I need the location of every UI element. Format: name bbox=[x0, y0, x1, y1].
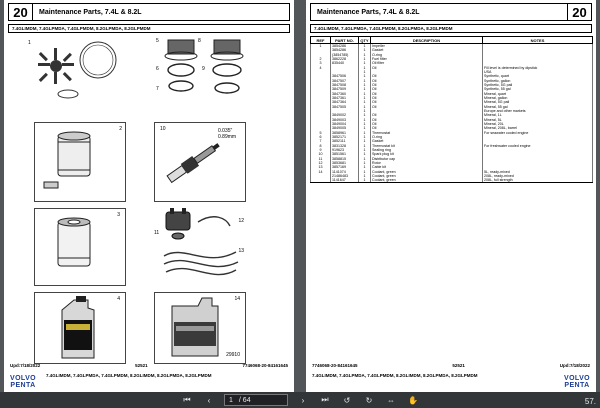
section-number: 20 bbox=[9, 4, 33, 20]
callout-12: 12 bbox=[238, 218, 244, 224]
cell-description: Thermostat kit bbox=[371, 144, 483, 148]
page-footer bbox=[10, 363, 288, 389]
page-footer bbox=[312, 363, 590, 389]
cell-part-no: 1141647 bbox=[331, 178, 359, 183]
cell-description: Gasket bbox=[371, 139, 483, 143]
cell-qty: 1 bbox=[359, 165, 371, 169]
cell-qty: 1 bbox=[359, 148, 371, 152]
cell-notes: Mineral, 1L bbox=[483, 113, 593, 117]
cell-description: Sealing ring bbox=[371, 148, 483, 152]
cell-qty: 1 bbox=[359, 113, 371, 117]
left-page bbox=[4, 0, 294, 392]
cell-part-no: 3853681 bbox=[331, 161, 359, 165]
total-pages: / 64 bbox=[238, 396, 251, 404]
cell-description: Coolant, green bbox=[371, 178, 483, 183]
cell-part-no: 3847505 bbox=[331, 104, 359, 108]
cell-part-no: (3854785) bbox=[331, 52, 359, 56]
cell-ref: 10 bbox=[311, 152, 331, 156]
cell-part-no: 3847364 bbox=[331, 100, 359, 104]
cell-qty: 1 bbox=[359, 170, 371, 174]
callout-13: 13 bbox=[238, 248, 244, 254]
fit-page-icon[interactable]: ⇔ bbox=[387, 395, 395, 405]
model-list: 7.4GLIMDM, 7.4GLPMDA, 7.4GLPMDM, 8.2GLPMDA, 8.2GLPMDM bbox=[8, 24, 290, 33]
cell-part-no: 3849002 bbox=[331, 113, 359, 117]
thermostat-illustration bbox=[154, 36, 254, 106]
callout-11: 11 bbox=[154, 230, 160, 236]
cell-qty: 1 bbox=[359, 118, 371, 122]
cell-description: Oil bbox=[371, 118, 483, 122]
spark-plug-illustration bbox=[154, 122, 246, 202]
cell-qty: 1 bbox=[359, 174, 371, 178]
page-header bbox=[8, 3, 290, 21]
cell-ref: 12 bbox=[311, 161, 331, 165]
zoom-level[interactable]: 57. bbox=[584, 397, 596, 406]
cell-notes: Europe and other markets bbox=[483, 109, 593, 113]
coolant-jug-illustration bbox=[154, 292, 246, 364]
cell-notes: Fill level is determined by dipstick bbox=[483, 65, 593, 69]
cell-ref: 13 bbox=[311, 165, 331, 169]
cell-qty: 1 bbox=[359, 122, 371, 126]
page-number-input[interactable] bbox=[224, 394, 288, 406]
page-header bbox=[310, 3, 592, 21]
cell-description: Oil filter bbox=[371, 61, 483, 65]
cell-description: Fuel filter bbox=[371, 57, 483, 61]
cell-notes: Mineral, gallon bbox=[483, 96, 593, 100]
cell-notes: Mineral, 55 gal bbox=[483, 104, 593, 108]
cell-notes: Mineral, 5L bbox=[483, 118, 593, 122]
callout-8: 8 bbox=[198, 38, 201, 44]
cell-notes: Mineral, 208L, barrel bbox=[483, 126, 593, 130]
footer-date: Upd:7/18/2022 bbox=[559, 363, 590, 368]
cell-part-no: 3849003 bbox=[331, 118, 359, 122]
current-page: 1 bbox=[229, 396, 233, 404]
oil-filter-illustration bbox=[34, 208, 126, 286]
cell-notes: Synthetic, 55 gal bbox=[483, 87, 593, 91]
cell-notes: USA bbox=[483, 70, 593, 74]
cell-notes: Synthetic, quart bbox=[483, 74, 593, 78]
cell-description: Oil bbox=[371, 126, 483, 130]
cell-part-no: 3858961 bbox=[331, 131, 359, 135]
parts-illustrations bbox=[26, 36, 276, 362]
cell-description: Oil bbox=[371, 104, 483, 108]
cell-description: Oil bbox=[371, 78, 483, 82]
cell-description: Oil bbox=[371, 74, 483, 78]
cell-part-no: 3847509 bbox=[331, 87, 359, 91]
footer-code: 52521 bbox=[452, 363, 465, 368]
cell-description: Coolant, green bbox=[371, 170, 483, 174]
cell-qty: 1 bbox=[359, 152, 371, 156]
callout-5: 5 bbox=[156, 38, 159, 44]
cell-qty: 1 bbox=[359, 135, 371, 139]
cell-part-no: 3854286 bbox=[331, 44, 359, 49]
callout-4: 4 bbox=[117, 296, 120, 302]
cell-part-no: 21486483 bbox=[331, 174, 359, 178]
cell-part-no: 3851561 bbox=[331, 152, 359, 156]
page-title: Maintenance Parts, 7.4L & 8.2L bbox=[39, 8, 142, 16]
cell-qty: 1 bbox=[359, 52, 371, 56]
cell-description: Oil bbox=[371, 113, 483, 117]
cell-qty: 1 bbox=[359, 44, 371, 49]
cell-qty: 1 bbox=[359, 74, 371, 78]
cell-qty: 1 bbox=[359, 91, 371, 95]
callout-7: 7 bbox=[156, 86, 159, 92]
footer-date: Upd:7/18/2022 bbox=[10, 363, 41, 368]
volvo-penta-logo: VOLVO PENTA bbox=[10, 375, 36, 389]
cell-description: O-ring bbox=[371, 52, 483, 56]
cell-ref bbox=[311, 178, 331, 183]
cell-ref: 4 bbox=[311, 65, 331, 69]
cell-notes: For seawater cooled engine bbox=[483, 131, 593, 135]
model-list: 7.4GLIMDM, 7.4GLPMDA, 7.4GLPMDM, 8.2GLPMDA, 8.2GLPMDM bbox=[310, 24, 592, 33]
fuel-filter-illustration bbox=[34, 122, 126, 202]
cell-part-no: 3852171 bbox=[331, 135, 359, 139]
cell-qty: 1 bbox=[359, 109, 371, 113]
cell-notes: Mineral, 5G pail bbox=[483, 100, 593, 104]
cell-ref: 14 bbox=[311, 170, 331, 174]
cell-part-no: 3857169 bbox=[331, 165, 359, 169]
next-page-button[interactable]: › bbox=[301, 395, 305, 405]
spark-gap-in: 0.035" bbox=[218, 128, 233, 134]
footer-code: 52521 bbox=[135, 363, 148, 368]
cell-qty: 1 bbox=[359, 161, 371, 165]
rotate-right-icon[interactable]: ↻ bbox=[365, 395, 373, 405]
cell-description: Cable kit bbox=[371, 165, 483, 169]
cell-ref: 2 bbox=[311, 57, 331, 61]
cell-notes: Synthetic, 5G pail bbox=[483, 83, 593, 87]
previous-page-button[interactable]: ‹ bbox=[207, 395, 211, 405]
col-part-no: PART NO. bbox=[331, 37, 359, 44]
col-ref: REF bbox=[311, 37, 331, 44]
callout-2: 2 bbox=[119, 126, 122, 132]
distributor-illustration bbox=[154, 208, 246, 286]
cell-part-no: 3852111 bbox=[331, 139, 359, 143]
cell-ref: 3 bbox=[311, 61, 331, 65]
col-description: DESCRIPTION bbox=[371, 37, 483, 44]
section-number: 20 bbox=[567, 4, 591, 20]
cell-qty: 1 bbox=[359, 157, 371, 161]
callout-3: 3 bbox=[117, 212, 120, 218]
cell-part-no: 835440 bbox=[331, 61, 359, 65]
cell-description: Oil bbox=[371, 122, 483, 126]
cell-description: Oil bbox=[371, 96, 483, 100]
cell-ref: 8 bbox=[311, 144, 331, 148]
cell-part-no: 1141074 bbox=[331, 170, 359, 174]
cell-ref: 11 bbox=[311, 157, 331, 161]
cell-part-no: 3847361 bbox=[331, 96, 359, 100]
col-qty: QTY bbox=[360, 37, 369, 43]
cell-description: Impeller bbox=[371, 44, 483, 49]
volvo-penta-logo: VOLVO PENTA bbox=[564, 375, 590, 389]
figure-id: 29910 bbox=[226, 352, 240, 358]
cell-description: Gasket bbox=[371, 48, 483, 52]
cell-description: Coolant, green bbox=[371, 174, 483, 178]
cell-qty: 1 bbox=[359, 70, 371, 74]
cell-description: Oil bbox=[371, 83, 483, 87]
callout-14: 14 bbox=[234, 296, 240, 302]
oil-bottle-illustration bbox=[34, 292, 126, 364]
cell-qty: 1 bbox=[359, 100, 371, 104]
hand-tool-icon[interactable]: ✋ bbox=[408, 395, 418, 405]
cell-description: Oil bbox=[371, 87, 483, 91]
cell-part-no: 3849005 bbox=[331, 126, 359, 130]
cell-part-no: 3854286 bbox=[331, 48, 359, 52]
cell-part-no: 3847508 bbox=[331, 83, 359, 87]
parts-table-body bbox=[311, 44, 593, 183]
cell-ref: 5 bbox=[311, 131, 331, 135]
cell-part-no: 3847360 bbox=[331, 91, 359, 95]
cell-qty: 1 bbox=[359, 65, 371, 69]
callout-9: 9 bbox=[202, 66, 205, 72]
footer-models: 7.4GLIMDM, 7.4GLPMDA, 7.4GLPMDM, 8.2GLIMDM, 8.2GLPMDA, 8.2GLPMDM bbox=[312, 373, 478, 378]
cell-qty: 1 bbox=[359, 96, 371, 100]
cell-qty: 1 bbox=[359, 78, 371, 82]
cell-qty: 1 bbox=[359, 48, 371, 52]
last-page-button[interactable]: ⏭ bbox=[321, 395, 329, 404]
cell-qty: 1 bbox=[359, 139, 371, 143]
cell-qty: 1 bbox=[359, 83, 371, 87]
cell-notes: For freshwater cooled engine bbox=[483, 144, 593, 148]
cell-qty: 1 bbox=[359, 126, 371, 130]
cell-notes: 5L, ready-mixed bbox=[483, 170, 593, 174]
cell-ref: 9 bbox=[311, 148, 331, 152]
cell-qty: 1 bbox=[359, 104, 371, 108]
col-notes: NOTES bbox=[483, 37, 593, 44]
cell-ref: 6 bbox=[311, 135, 331, 139]
cell-description: Rotor bbox=[371, 161, 483, 165]
right-page bbox=[306, 0, 596, 392]
footer-models: 7.4GLIMDM, 7.4GLPMDA, 7.4GLPMDM, 8.2GLIMDM, 8.2GLPMDA, 8.2GLPMDM bbox=[46, 373, 212, 378]
cell-description: Oil bbox=[371, 65, 483, 69]
pdf-viewer-toolbar bbox=[0, 392, 600, 408]
table-row bbox=[311, 178, 593, 183]
cell-part-no: 3862228 bbox=[331, 57, 359, 61]
cell-qty: 1 bbox=[359, 61, 371, 65]
cell-description: Oil bbox=[371, 91, 483, 95]
cell-part-no: 3849004 bbox=[331, 122, 359, 126]
cell-part-no: 3831328 bbox=[331, 144, 359, 148]
parts-table bbox=[310, 36, 593, 183]
callout-6: 6 bbox=[156, 66, 159, 72]
cell-description: Thermostat bbox=[371, 131, 483, 135]
cell-ref: 1 bbox=[311, 44, 331, 49]
cell-notes: Synthetic, gallon bbox=[483, 78, 593, 82]
cell-description: Distributor cap bbox=[371, 157, 483, 161]
cell-qty: 1 bbox=[359, 178, 371, 183]
cell-qty: 1 bbox=[359, 87, 371, 91]
rotate-left-icon[interactable]: ↺ bbox=[343, 395, 351, 405]
cell-notes: 208L, full strength bbox=[483, 178, 593, 183]
first-page-button[interactable]: ⏮ bbox=[183, 395, 191, 404]
spark-gap-mm: 0.89mm bbox=[218, 134, 237, 140]
cell-part-no: 3847506 bbox=[331, 74, 359, 78]
callout-10: 10 bbox=[160, 126, 166, 132]
cell-notes: Mineral, quart bbox=[483, 91, 593, 95]
parts-table-header bbox=[311, 37, 593, 44]
cell-part-no: 3858815 bbox=[331, 157, 359, 161]
cell-qty: 1 bbox=[359, 131, 371, 135]
cell-notes: Mineral, 20L bbox=[483, 122, 593, 126]
cell-ref: 7 bbox=[311, 139, 331, 143]
footer-doc: 7746068-20-84161645 bbox=[242, 363, 288, 368]
page-title: Maintenance Parts, 7.4L & 8.2L bbox=[317, 8, 420, 16]
impeller-illustration bbox=[26, 36, 126, 106]
callout-1: 1 bbox=[28, 40, 31, 46]
cell-qty: 1 bbox=[359, 144, 371, 148]
cell-description: Spark plug kit bbox=[371, 152, 483, 156]
cell-qty: 1 bbox=[359, 57, 371, 61]
cell-part-no: 3847507 bbox=[331, 78, 359, 82]
cell-part-no: 919623 bbox=[331, 148, 359, 152]
cell-description: O-ring bbox=[371, 135, 483, 139]
footer-doc: 7746068-20-84161645 bbox=[312, 363, 358, 368]
cell-notes: 208L, ready-mixed bbox=[483, 174, 593, 178]
cell-description: Oil bbox=[371, 100, 483, 104]
